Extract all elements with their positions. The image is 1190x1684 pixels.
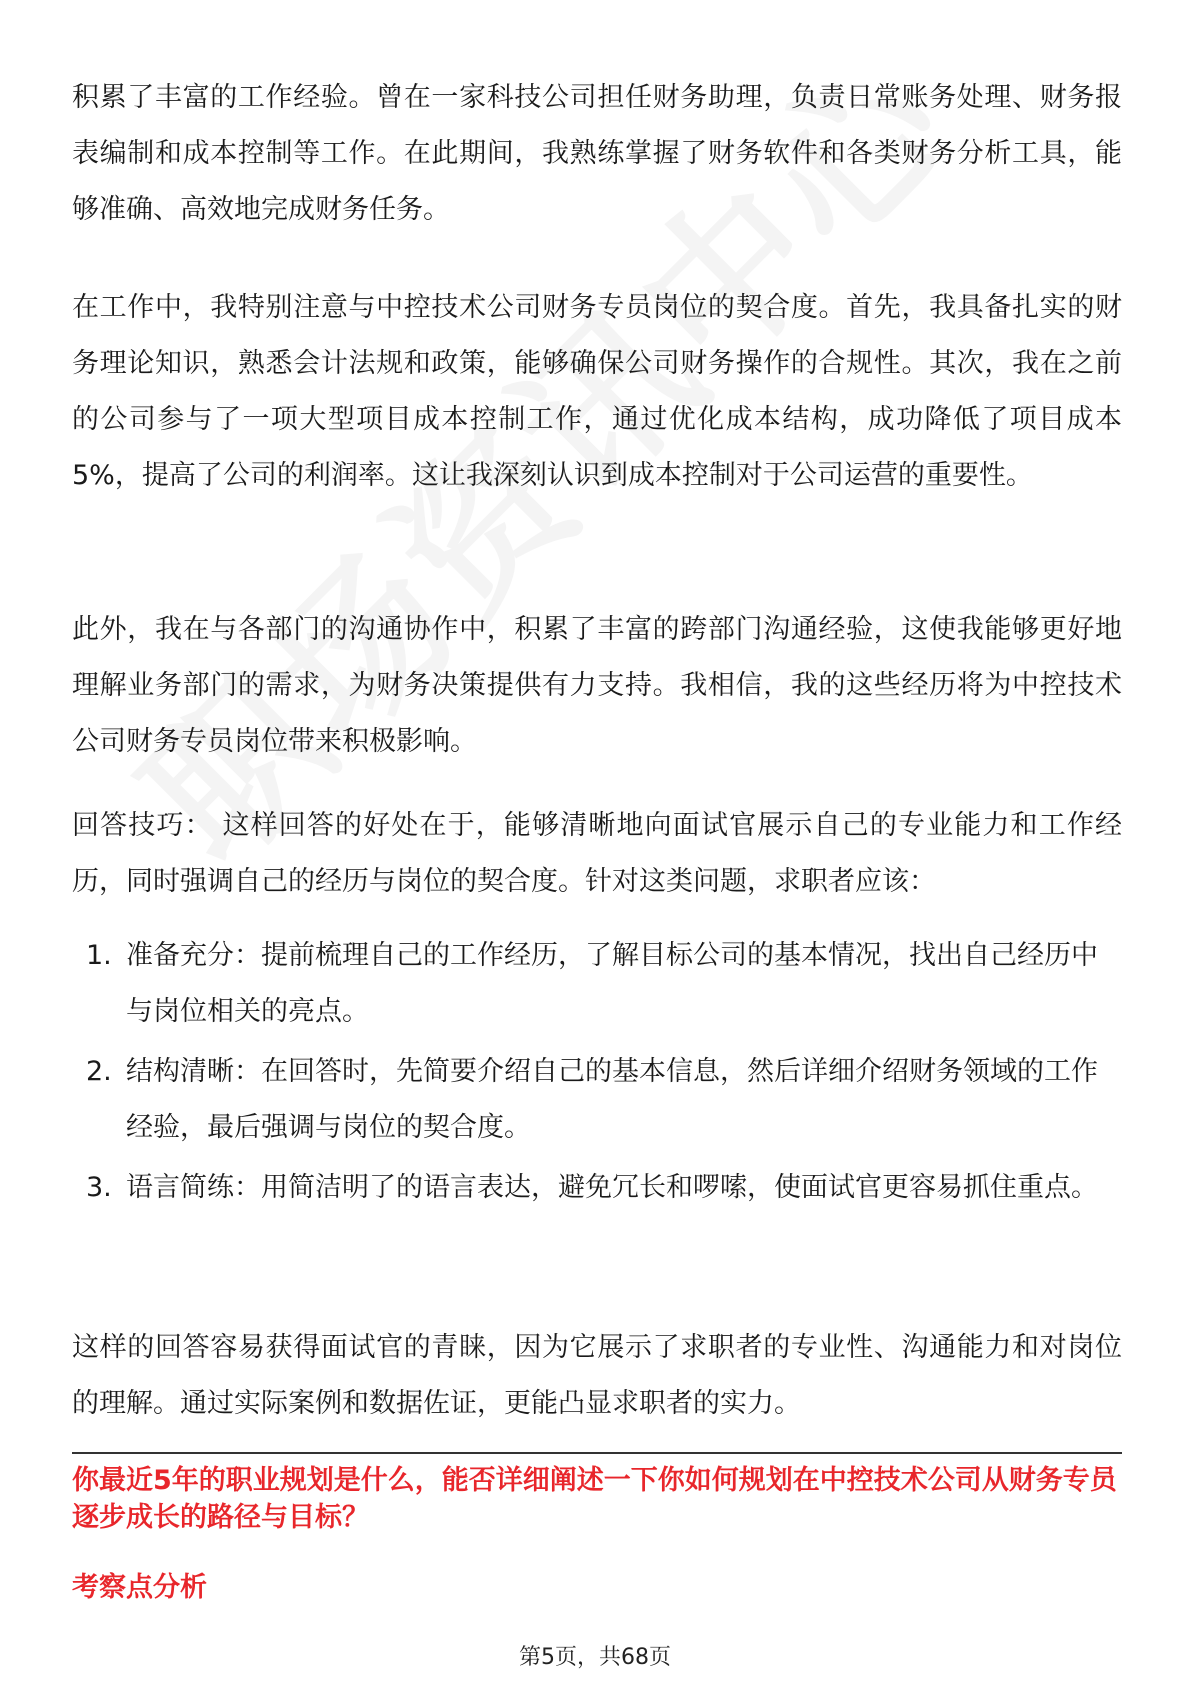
tips-list [72,928,1122,1220]
list-item-text: 语言简练：用简洁明了的语言表达，避免冗长和啰嗦，使面试官更容易抓住重点。 [126,1172,1098,1203]
analysis-heading: 考察点分析 [72,1572,207,1603]
list-item [72,1044,1122,1156]
list-item-text: 结构清晰：在回答时，先简要介绍自己的基本信息，然后详细介绍财务领域的工作经验，最后强调与岗位的契合度。 [126,1056,1098,1143]
question-heading: 你最近5年的职业规划是什么，能否详细阐述一下你如何规划在中控技术公司从财务专员逐步成长的路径与目标？ [72,1465,1117,1533]
page-number: 第5页，共68页 [519,1645,671,1670]
list-item-number: 2. [86,1056,112,1087]
paragraph-fit: 在工作中，我特别注意与中控技术公司财务专员岗位的契合度。首先，我具备扎实的财务理论知识，熟悉会计法规和政策，能够确保公司财务操作的合规性。其次，我在之前的公司参与了一项大型项目成本控制工作，通过优化成本结构，成功降低了项目成本5%，提高了公司的利润率。这让我深刻认识到成本控制对于公司运营的重要性。 [72,292,1122,491]
list-item-text: 准备充分：提前梳理自己的工作经历，了解目标公司的基本情况，找出自己经历中与岗位相关的亮点。 [126,940,1098,1027]
list-item [72,928,1122,1040]
paragraph-experience: 积累了丰富的工作经验。曾在一家科技公司担任财务助理，负责日常账务处理、财务报表编制和成本控制等工作。在此期间，我熟练掌握了财务软件和各类财务分析工具，能够准确、高效地完成财务任务。 [72,82,1122,225]
list-item [72,1160,1122,1216]
list-item-number: 1. [86,940,112,971]
paragraph-answer-tips: 回答技巧： 这样回答的好处在于，能够清晰地向面试官展示自己的专业能力和工作经历，同时强调自己的经历与岗位的契合度。针对这类问题，求职者应该： [72,810,1122,897]
paragraph-summary: 这样的回答容易获得面试官的青睐，因为它展示了求职者的专业性、沟通能力和对岗位的理解。通过实际案例和数据佐证，更能凸显求职者的实力。 [72,1332,1122,1419]
paragraph-communication: 此外，我在与各部门的沟通协作中，积累了丰富的跨部门沟通经验，这使我能够更好地理解业务部门的需求，为财务决策提供有力支持。我相信，我的这些经历将为中控技术公司财务专员岗位带来积极影响。 [72,614,1122,757]
section-divider [72,1452,1122,1454]
list-item-number: 3. [86,1172,112,1203]
